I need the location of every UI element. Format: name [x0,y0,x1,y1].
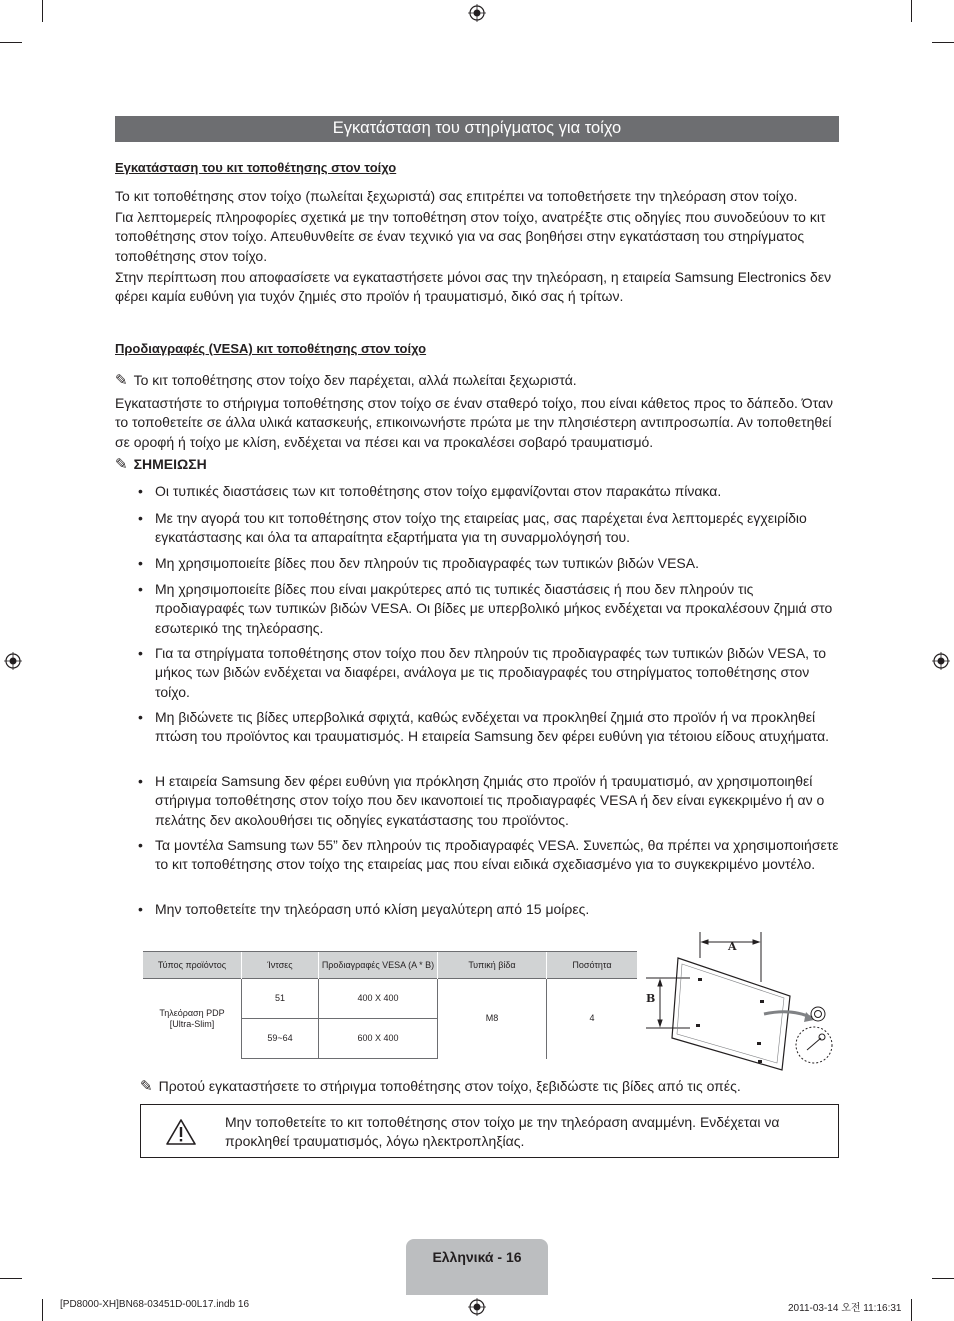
crop-mark [911,0,912,22]
table-cell-screw: M8 [438,979,547,1059]
registration-mark-icon [468,1298,486,1316]
column-header: Προδιαγραφές VESA (A * B) [319,952,438,979]
vesa-spec-table [143,951,637,1059]
pencil-note-icon: ✎ [115,455,128,473]
diagram-label-a: A [728,940,737,953]
crop-mark [911,1299,912,1321]
note-label [115,455,207,474]
column-header: Τύπος προϊόντος [143,952,242,979]
table-row [143,979,637,1019]
pencil-note-icon: ✎ [140,1077,153,1095]
section-heading-install-kit: Εγκατάσταση του κιτ τοποθέτησης στον τοίχο [115,160,397,175]
table-cell-quantity: 4 [547,979,638,1059]
tv-wall-mount-diagram [642,930,842,1075]
column-header: Ποσότητα [547,952,638,979]
note-line [115,371,577,390]
column-header: Ίντσες [242,952,319,979]
section-heading-vesa-specs: Προδιαγραφές (VESA) κιτ τοποθέτησης στον τοίχο [115,341,427,356]
paragraph: Το κιτ τοποθέτησης στον τοίχο (πωλείται ξεχωριστά) σας επιτρέπει να τοποθετήσετε την τηλεόραση στον τοίχο. [115,188,798,204]
table-cell-vesa: 600 X 400 [319,1019,438,1059]
warning-icon [165,1118,197,1146]
footer-file-info: [PD8000-XH]BN68-03451D-00L17.indb 16 [60,1299,250,1310]
table-cell-vesa: 400 X 400 [319,979,438,1019]
crop-mark [42,0,43,22]
column-header: Τυπική βίδα [438,952,547,979]
table-cell-inches: 59~64 [242,1019,319,1059]
crop-mark [0,42,22,43]
registration-mark-icon [468,4,486,22]
registration-mark-icon [932,652,950,670]
page-title: Εγκατάσταση του στηρίγματος για τοίχο [115,116,839,142]
note-line [140,1077,741,1096]
paragraph: Για λεπτομερείς πληροφορίες σχετικά με την τοποθέτηση στον τοίχο, ανατρέξτε στις οδηγίες που συνοδεύουν το κιτ τοποθέτησης στον τοίχο. Απευθυνθείτε σε έναν τεχνικό για να σας βοηθήσει στην εγκατάσταση του στηρίγματος τοποθέτησης στον τοίχο. [115,209,826,264]
registration-mark-icon [4,652,22,670]
table-cell-inches: 51 [242,979,319,1019]
paragraph: Στην περίπτωση που αποφασίσετε να εγκαταστήσετε μόνοι σας την τηλεόραση, η εταιρεία Samsung Electronics δεν φέρει καμία ευθύνη για τυχόν ζημιές στο προϊόν ή τραυματισμό, δικό σας ή τρίτων. [115,269,832,305]
note-label-text: ΣΗΜΕΙΩΣΗ [133,456,207,472]
warning-box [140,1104,839,1158]
warning-text: Μην τοποθετείτε το κιτ τοποθέτησης στον τοίχο με την τηλεόραση αναμμένη. Ενδέχεται να προκληθεί τραυματισμός, λόγω ηλεκτροπληξίας. [225,1114,780,1150]
crop-mark [932,1278,954,1279]
crop-mark [0,1278,22,1279]
note-text: Το κιτ τοποθέτησης στον τοίχο δεν παρέχεται, αλλά πωλείται ξεχωριστά. [133,372,577,388]
crop-mark [42,1299,43,1321]
table-cell-product: Τηλεόραση PDP [Ultra-Slim] [143,979,242,1059]
footer-datetime: 2011-03-14 오전 11:16:31 [788,1303,902,1314]
table-header-row [143,952,637,979]
pencil-note-icon: ✎ [115,371,128,389]
page-number-tab [406,1239,548,1295]
note-text: Προτού εγκαταστήσετε το στήριγμα τοποθέτησης στον τοίχο, ξεβιδώστε τις βίδες από τις οπές. [158,1078,741,1094]
page-number: Ελληνικά - 16 [432,1249,522,1265]
crop-mark [932,42,954,43]
paragraph: Εγκαταστήστε το στήριγμα τοποθέτησης στον τοίχο σε έναν σταθερό τοίχο, που είναι κάθετος προς το δάπεδο. Όταν το τοποθετείτε σε άλλα υλικά κατασκευής, επικοινωνήστε πρώτα με την πλησιέστερη αντιπροσωπία. Αν τοποθετηθεί σε οροφή ή τοίχο με κλίση, ενδέχεται να πέσει και να προκαλέσει σοβαρό τραυματισμό. [115,395,834,450]
diagram-label-b: B [646,992,656,1005]
